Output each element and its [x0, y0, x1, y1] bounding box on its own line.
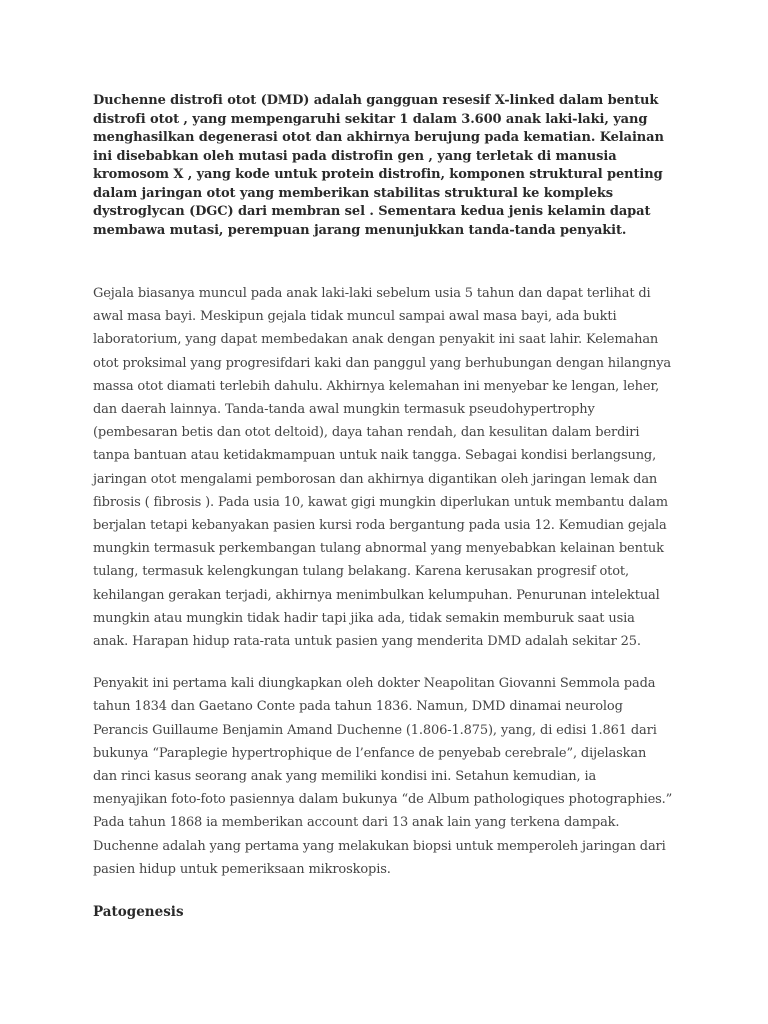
symptoms-paragraph: Gejala biasanya muncul pada anak laki-laki sebelum usia 5 tahun dan dapat terlihat di awal masa bayi. Meskipun gejala tidak muncul sampai awal masa bayi, ada bukti laboratorium, yang dapat membedakan anak dengan penyakit ini saat lahir. Kelemahan otot proksimal yang progresifdari kaki dan panggul yang berhubungan dengan hilangnya massa otot diamati terlebih dahulu. Akhirnya kelemahan ini menyebar ke lengan, leher, dan daerah lainnya. Tanda-tanda awal mungkin termasuk pseudohypertrophy (pembesaran betis dan otot deltoid), daya tahan rendah, dan kesulitan dalam berdiri tanpa bantuan atau ketidakmampuan untuk naik tangga. Sebagai kondisi berlangsung, jaringan otot mengalami pemborosan dan akhirnya digantikan oleh jaringan lemak dan fibrosis ( fibrosis ). Pada usia 10, kawat gigi mungkin diperlukan untuk membantu dalam berjalan tetapi kebanyakan pasien kursi roda bergantung pada usia 12. Kemudian gejala mungkin termasuk perkembangan tulang abnormal yang menyebabkan kelainan bentuk tulang, termasuk kelengkungan tulang belakang. Karena kerusakan progresif otot, kehilangan gerakan terjadi, akhirnya menimbulkan kelumpuhan. Penurunan intelektual mungkin atau mungkin tidak hadir tapi jika ada, tidak semakin memburuk saat usia anak. Harapan hidup rata-rata untuk pasien yang menderita DMD adalah sekitar 25. — [93, 286, 672, 650]
intro-paragraph: Duchenne distrofi otot (DMD) adalah gangguan resesif X-linked dalam bentuk distrofi otot , yang mempengaruhi sekitar 1 dalam 3.600 anak laki-laki, yang menghasilkan degenerasi otot dan akhirnya berujung pada kematian. Kelainan ini disebabkan oleh mutasi pada distrofin gen , yang terletak di manusia kromosom X , yang kode untuk protein distrofin, komponen struktural penting dalam jaringan otot yang memberikan stabilitas struktural ke kompleks dystroglycan (DGC) dari membran sel . Sementara kedua jenis kelamin dapat membawa mutasi, perempuan jarang menunjukkan tanda-tanda penyakit. — [93, 93, 664, 238]
section-heading-patogenesis: Patogenesis — [93, 904, 184, 921]
history-paragraph: Penyakit ini pertama kali diungkapkan oleh dokter Neapolitan Giovanni Semmola pada tahun 1834 dan Gaetano Conte pada tahun 1836. Namun, DMD dinamai neurolog Perancis Guillaume Benjamin Amand Duchenne (1.806-1.875), yang, di edisi 1.861 dari bukunya “Paraplegie hypertrophique de l’enfance de penyebab cerebrale”, dijelaskan dan rinci kasus seorang anak yang memiliki kondisi ini. Setahun kemudian, ia menyajikan foto-foto pasiennya dalam bukunya “de Album pathologiques photographies.” Pada tahun 1868 ia memberikan account dari 13 anak lain yang terkena dampak. Duchenne adalah yang pertama yang melakukan biopsi untuk memperoleh jaringan dari pasien hidup untuk pemeriksaan mikroskopis. — [93, 676, 673, 877]
document-page — [93, 92, 673, 924]
